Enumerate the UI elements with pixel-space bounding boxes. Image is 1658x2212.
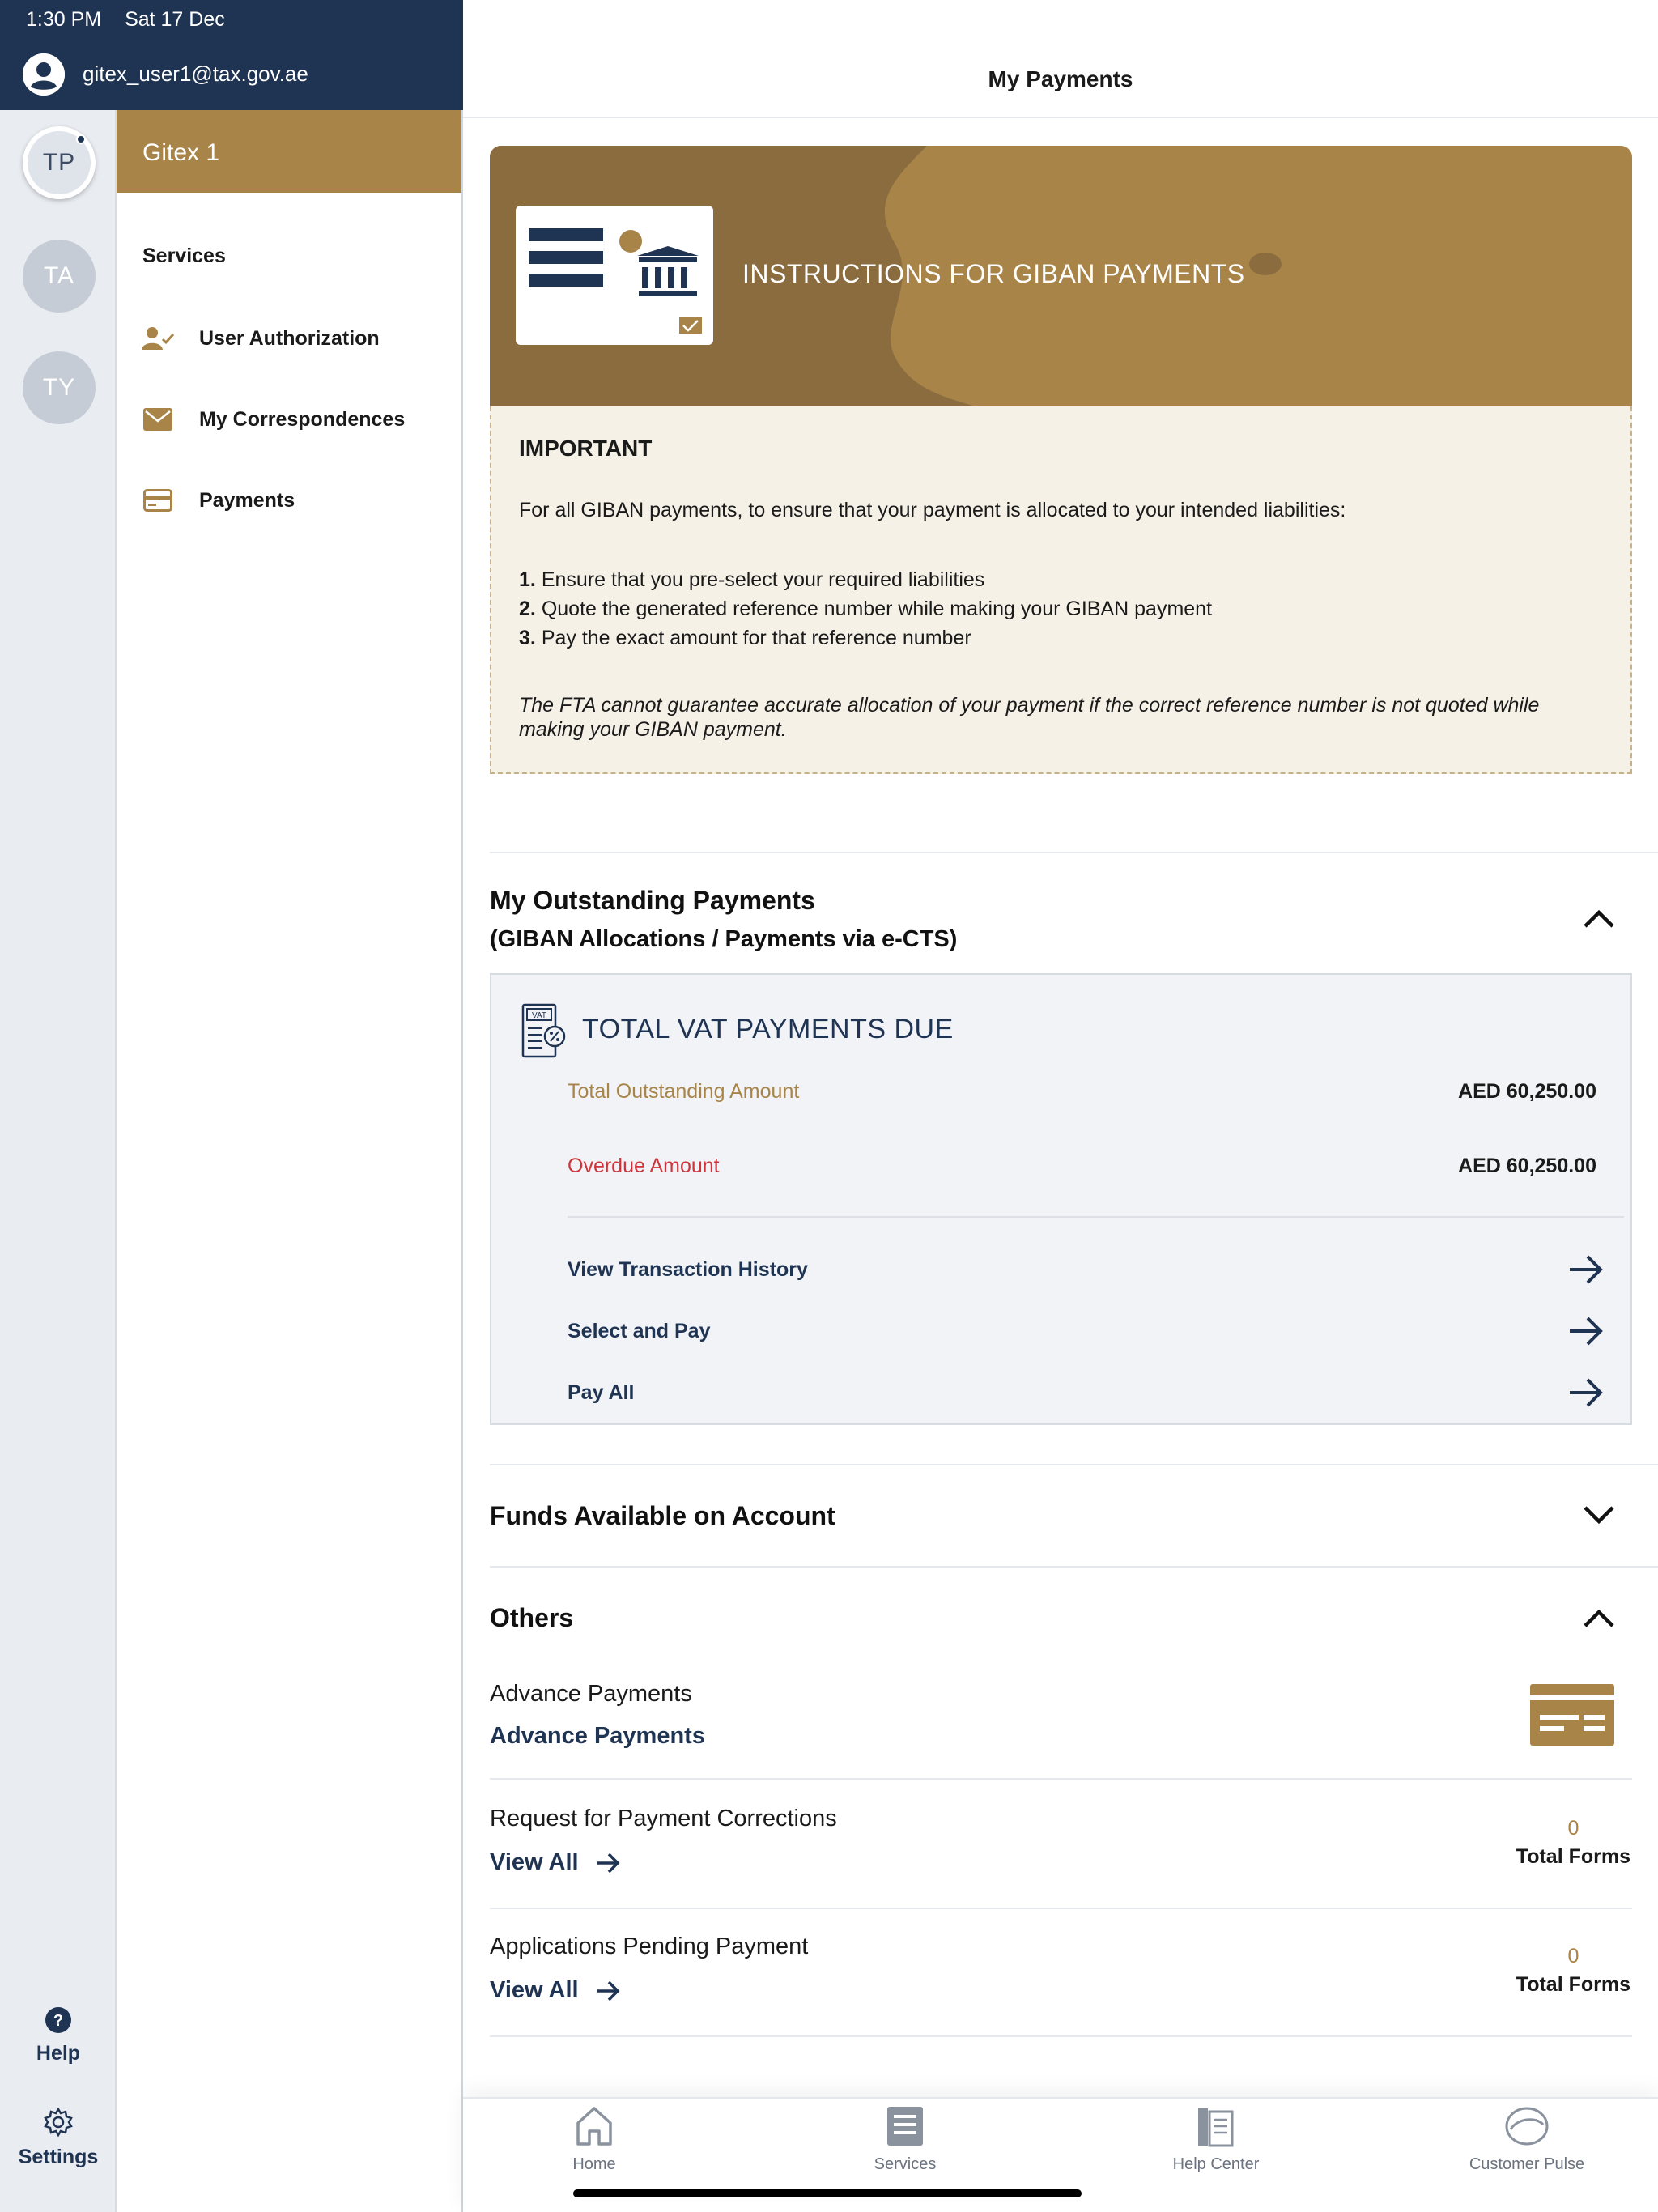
item-divider [490,2035,1632,2037]
tab-home[interactable] [505,2105,683,2174]
notice-step [519,623,1603,653]
arrow-right-icon [1568,1376,1604,1409]
home-indicator [573,2189,1082,2197]
services-panel [117,110,463,2212]
page-title-bar [463,0,1658,118]
vat-separator [568,1216,1624,1218]
vat-payments-card [490,973,1632,1425]
tab-label: Services [874,2155,937,2173]
notice-step [519,565,1603,594]
step-text: Quote the generated reference number while making your GIBAN payment [541,598,1213,620]
account-rail [0,110,117,2212]
notice-heading: IMPORTANT [519,436,653,461]
user-email[interactable]: gitex_user1@tax.gov.ae [83,62,308,86]
card-icon [141,487,175,513]
tab-help-center[interactable] [1127,2105,1305,2174]
main-content [463,0,1658,2212]
count-value: 0 [1567,1817,1579,1840]
overdue-value: AED 60,250.00 [1458,1155,1596,1177]
advance-payments-link[interactable] [490,1723,705,1750]
status-date: Sat 17 Dec [125,8,225,31]
account-avatar-ta[interactable] [23,240,96,313]
payment-corrections-count [1516,1817,1630,1869]
payment-corrections-view-all-link[interactable] [490,1849,621,1876]
vat-icon-text: VAT [532,1011,546,1020]
user-check-icon [141,325,175,351]
step-text: Ensure that you pre-select your required liabilities [541,568,985,591]
vat-title: TOTAL VAT PAYMENTS DUE [582,1014,954,1044]
count-value: 0 [1567,1945,1579,1967]
entity-header[interactable] [117,110,461,193]
account-header [0,0,463,110]
giban-illustration-icon [516,206,713,345]
link-label: Select and Pay [568,1319,711,1342]
settings-button[interactable] [0,2107,117,2169]
pay-all-link[interactable] [568,1376,1604,1409]
count-label: Total Forms [1516,1845,1630,1868]
link-label: View All [490,1849,579,1875]
count-label: Total Forms [1516,1973,1630,1996]
banner-title: INSTRUCTIONS FOR GIBAN PAYMENTS [742,259,1245,288]
entity-name: Gitex 1 [142,139,220,166]
account-avatar-ty[interactable] [23,351,96,424]
arrow-right-icon [595,1851,621,1875]
arrow-right-icon [595,1979,621,2003]
arrow-right-icon [1568,1315,1604,1347]
step-number: 3. [519,627,536,649]
account-initials: TY [42,374,76,401]
step-text: Pay the exact amount for that reference number [541,627,971,649]
notice-steps [519,565,1603,653]
funds-available-title[interactable]: Funds Available on Account [490,1501,835,1530]
step-number: 2. [519,598,536,620]
service-item-label: User Authorization [199,326,380,350]
overdue-label: Overdue Amount [568,1155,720,1177]
payment-corrections-title: Request for Payment Corrections [490,1806,837,1831]
service-item-payments[interactable] [141,487,295,513]
page-title: My Payments [988,66,1133,91]
service-item-label: Payments [199,488,295,512]
services-icon [886,2105,925,2147]
chevron-up-icon[interactable] [1580,900,1618,938]
bottom-tab-bar [463,2097,1658,2212]
arrow-right-icon [1568,1253,1604,1286]
tab-services[interactable] [816,2105,994,2174]
tab-label: Help Center [1172,2155,1260,2173]
customer-pulse-icon [1504,2105,1550,2147]
service-item-my-correspondences[interactable] [141,406,405,432]
link-label: Pay All [568,1380,635,1404]
section-divider [490,1566,1658,1568]
pending-payment-view-all-link[interactable] [490,1977,621,2004]
status-time: 1:30 PM [26,8,102,31]
service-item-label: My Correspondences [199,407,406,431]
tab-label: Customer Pulse [1469,2155,1585,2173]
link-label: View Transaction History [568,1257,808,1281]
svg-text:?: ? [53,2012,64,2030]
help-center-icon [1197,2105,1235,2147]
gear-icon [43,2107,74,2138]
account-initials: TP [42,149,76,176]
advance-payments-title: Advance Payments [490,1681,692,1707]
services-title: Services [142,245,226,267]
total-outstanding-label: Total Outstanding Amount [568,1080,800,1103]
notice-disclaimer: The FTA cannot guarantee accurate allocation of your payment if the correct reference number is not quoted while making your GIBAN payment. [519,694,1540,741]
user-avatar-icon[interactable] [23,53,65,96]
settings-label: Settings [18,2146,99,2168]
active-account-indicator [76,134,86,144]
help-icon [45,2006,72,2034]
pending-payment-count [1516,1945,1630,1997]
outstanding-payments-subtitle: (GIBAN Allocations / Payments via e-CTS) [490,926,958,952]
tab-label: Home [572,2155,616,2173]
step-number: 1. [519,568,536,591]
chevron-down-icon[interactable] [1580,1496,1618,1534]
tab-customer-pulse[interactable] [1438,2105,1616,2174]
help-label: Help [36,2042,81,2065]
home-icon [575,2105,614,2147]
section-divider [490,852,1658,853]
vat-document-icon [521,1002,568,1061]
account-initials: TA [43,262,75,289]
important-notice [490,406,1632,774]
item-divider [490,1908,1632,1909]
service-item-user-authorization[interactable] [141,325,380,351]
notice-step [519,594,1603,623]
pending-payment-title: Applications Pending Payment [490,1933,809,1959]
select-and-pay-link[interactable] [568,1315,1604,1347]
help-button[interactable] [0,2006,117,2065]
notice-intro: For all GIBAN payments, to ensure that your payment is allocated to your intended liabilities: [519,499,1346,521]
total-outstanding-value: AED 60,250.00 [1458,1080,1596,1103]
view-transaction-history-link[interactable] [568,1253,1604,1286]
link-label: View All [490,1977,579,2003]
envelope-icon [141,406,175,432]
item-divider [490,1778,1632,1780]
status-bar [26,8,243,32]
section-divider [490,1464,1658,1465]
account-avatar-tp[interactable] [23,126,96,199]
others-title: Others [490,1603,574,1632]
outstanding-payments-title: My Outstanding Payments [490,886,815,915]
credit-card-icon [1530,1684,1614,1746]
link-label: Advance Payments [490,1723,705,1749]
giban-instructions-banner [490,146,1632,406]
chevron-up-icon[interactable] [1580,1600,1618,1637]
